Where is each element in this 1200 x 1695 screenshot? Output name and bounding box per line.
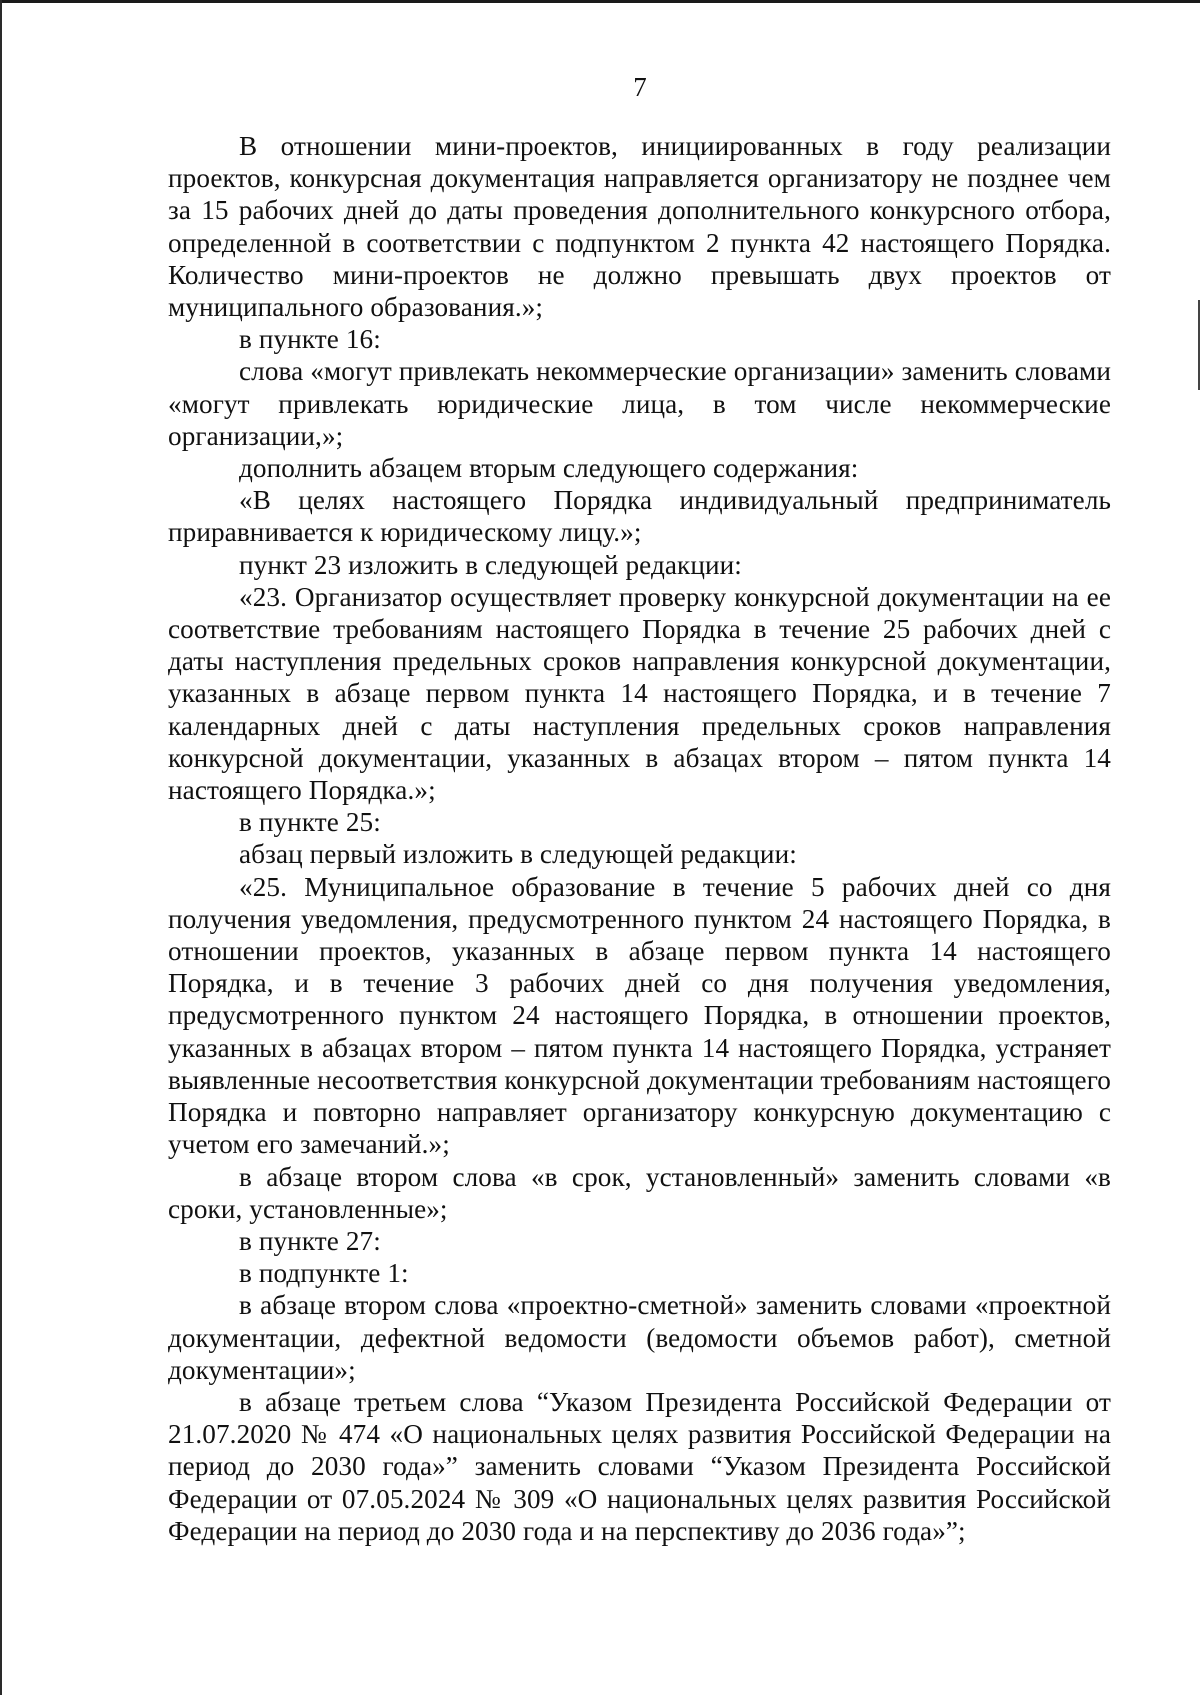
paragraph-point-27: в пункте 27: bbox=[239, 1225, 381, 1256]
paragraph-point-25: в пункте 25: bbox=[239, 807, 381, 838]
scan-edge-left bbox=[0, 0, 2, 1695]
paragraph-point-16: в пункте 16: bbox=[239, 324, 381, 355]
document-body bbox=[168, 130, 1111, 1547]
paragraph-individual-entrepreneur: «В целях настоящего Порядка индивидуальный предприниматель приравнивается к юридическому лицу.»; bbox=[168, 485, 1111, 548]
paragraph-subpoint-1: в подпункте 1: bbox=[239, 1258, 409, 1289]
paragraph-add-second-abzac: дополнить абзацем вторым следующего содержания: bbox=[239, 453, 859, 484]
paragraph-mini-projects: В отношении мини-проектов, инициированных в году реализации проектов, конкурсная документация направляется организатору не позднее чем за 15 рабочих дней до даты проведения дополнительного конкурсного отбора, определенной в соответствии с подпунктом 2 пункта 42 настоящего Порядка. Количество мини-проектов не должно превышать двух проектов от муниципального образования.»; bbox=[168, 131, 1111, 323]
page-number: 7 bbox=[633, 72, 647, 102]
paragraph-presidential-decree: в абзаце третьем слова “Указом Президента Российской Федерации от 21.07.2020 № 474 «О национальных целях развития Российской Федерации на период до 2030 года»” заменить словами “Указом Президента Российской Федерации от 07.05.2024 № 309 «О национальных целях развития Российской Федерации на период до 2030 года и на перспективу до 2036 года»”; bbox=[168, 1386, 1111, 1546]
paragraph-point-23-text: «23. Организатор осуществляет проверку конкурсной документации на ее соответствие требованиям настоящего Порядка в течение 25 рабочих дней с даты наступления предельных сроков направления конкурсной документации, указанных в абзаце первом пункта 14 настоящего Порядка, и в течение 7 календарных дней с даты наступления предельных сроков направления конкурсной документации, указанных в абзацах втором – пятом пункта 14 настоящего Порядка.»; bbox=[168, 581, 1111, 806]
paragraph-first-abzac-intro: абзац первый изложить в следующей редакции: bbox=[239, 839, 797, 870]
scan-edge-top bbox=[0, 0, 1200, 3]
paragraph-project-documentation: в абзаце втором слова «проектно-сметной» заменить словами «проектной документации, дефектной ведомости (ведомости объемов работ), сметной документации»; bbox=[168, 1290, 1111, 1385]
paragraph-second-abzac-terms: в абзаце втором слова «в срок, установленный» заменить словами «в сроки, установленные»; bbox=[168, 1161, 1111, 1224]
paragraph-point-25-text: «25. Муниципальное образование в течение 5 рабочих дней со дня получения уведомления, предусмотренного пунктом 24 настоящего Порядка, в отношении проектов, указанных в абзаце первом пункта 14 настоящего Порядка, и в течение 3 рабочих дней со дня получения уведомления, предусмотренного пунктом 24 настоящего Порядка, в отношении проектов, указанных в абзацах втором – пятом пункта 14 настоящего Порядка, устраняет выявленные несоответствия конкурсной документации требованиям настоящего Порядка и повторно направляет организатору конкурсную документацию с учетом его замечаний.»; bbox=[168, 871, 1111, 1160]
paragraph-point-23-intro: пункт 23 изложить в следующей редакции: bbox=[239, 549, 742, 580]
paragraph-words-replace-16: слова «могут привлекать некоммерческие организации» заменить словами «могут привлекать юридические лица, в том числе некоммерческие организации,»; bbox=[168, 356, 1111, 451]
